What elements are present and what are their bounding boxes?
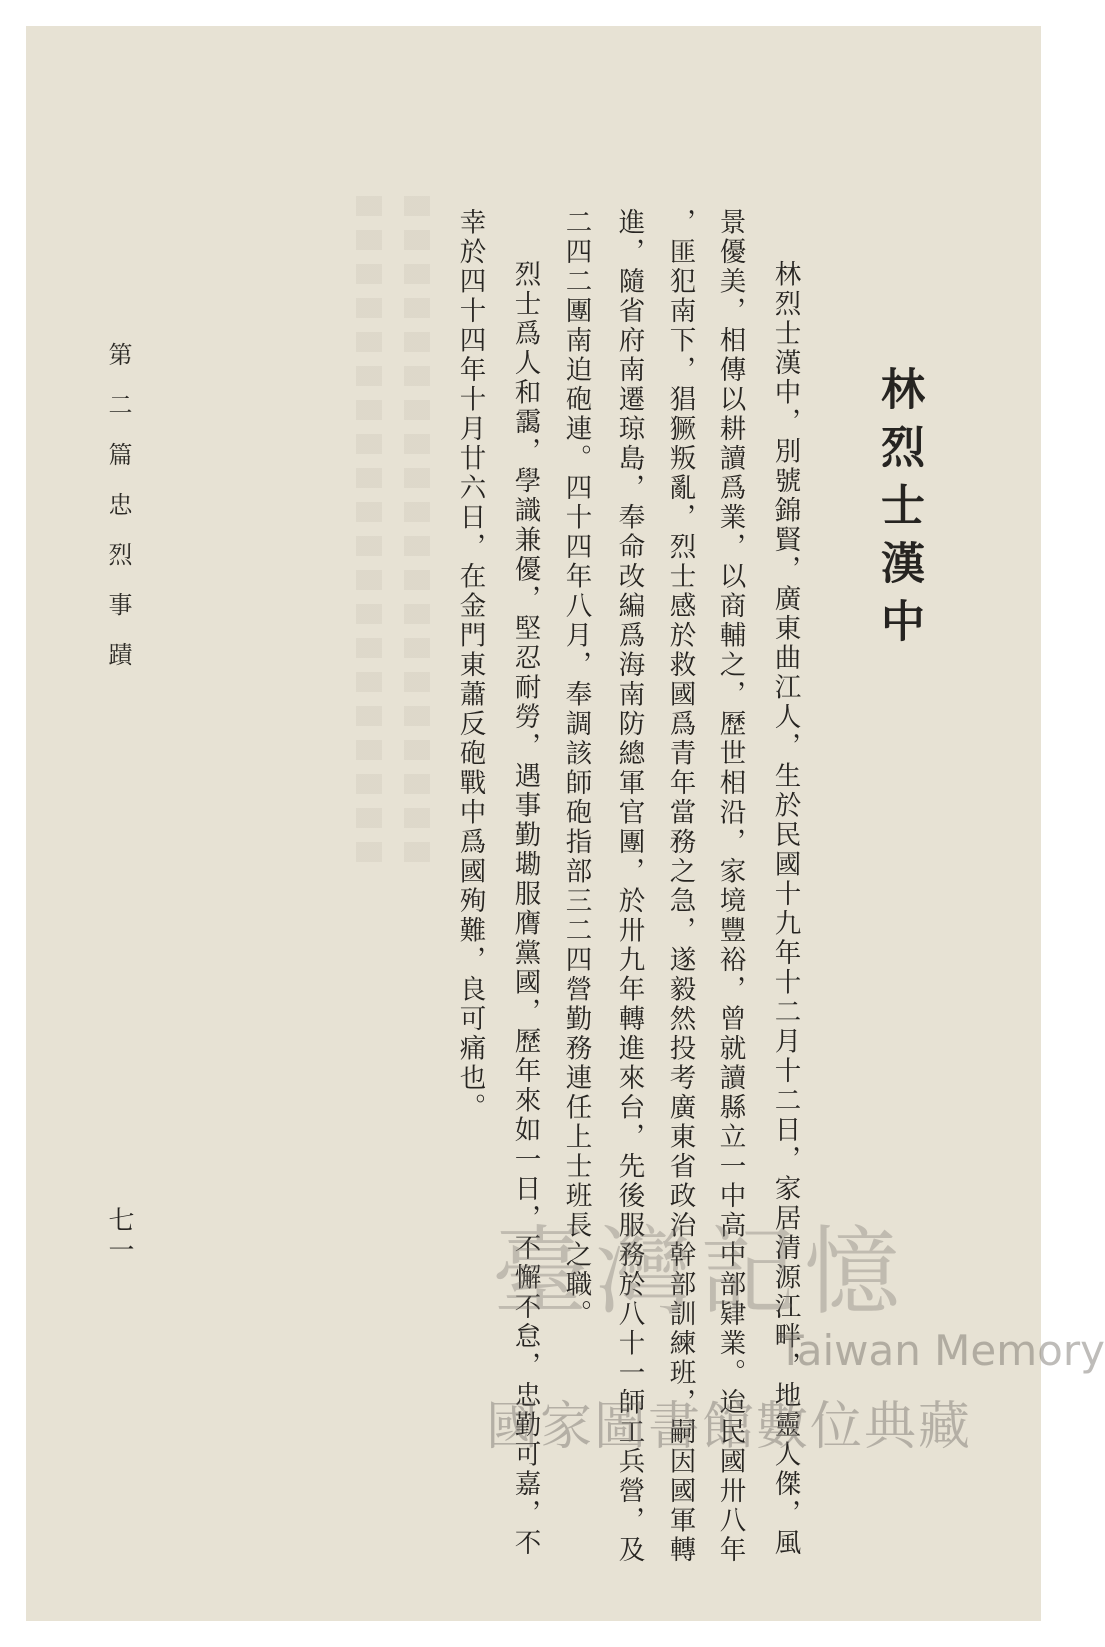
page-number: 七一 [104,1206,134,1266]
body-line-2: 景優美，相傳以耕讀爲業，以商輔之，歷世相沿，家境豐裕，曾就讀縣立一中高中部肄業。迨民國卅八年 [714,208,746,1565]
body-line-6: 烈士爲人和靄，學識兼優，堅忍耐勞，遇事勤墈服膺黨國，歷年來如一日，不懈不怠，忠勤可嘉，不 [509,260,541,1558]
watermark-library: 國家圖書館數位典藏 [486,1397,973,1457]
watermark-english: Taiwan Memory [778,1326,1105,1375]
body-line-3: ，匪犯南下，猖獗叛亂，烈士感於救國爲青年當務之急，遂毅然投考廣東省政治幹部訓練班，嗣因國軍轉 [664,208,696,1565]
body-line-5: 二四二團南迫砲連。四十四年八月，奉調該師砲指部三二四營勤務連任上士班長之職。 [560,208,592,1329]
body-line-7: 幸於四十四年十月廿六日，在金門東蕭反砲戰中爲國殉難，良可痛也。 [454,208,486,1123]
article-title: 林烈士漢中 [873,366,924,656]
body-line-4: 進，隨省府南遷琼島，奉命改編爲海南防總軍官團，於卅九年轉進來台，先後服務於八十一師工兵營，及 [613,208,645,1565]
running-header: 第二篇忠烈事蹟 [104,342,132,692]
book-page [26,26,1105,1621]
watermark-seal: 臺灣記憶 [492,1216,908,1328]
show-through-text [404,196,430,876]
show-through-text [356,196,382,876]
body-line-1: 林烈士漢中，別號錦賢，廣東曲江人，生於民國十九年十二月十二日，家居清源江畔，地靈人傑，風 [769,260,801,1558]
